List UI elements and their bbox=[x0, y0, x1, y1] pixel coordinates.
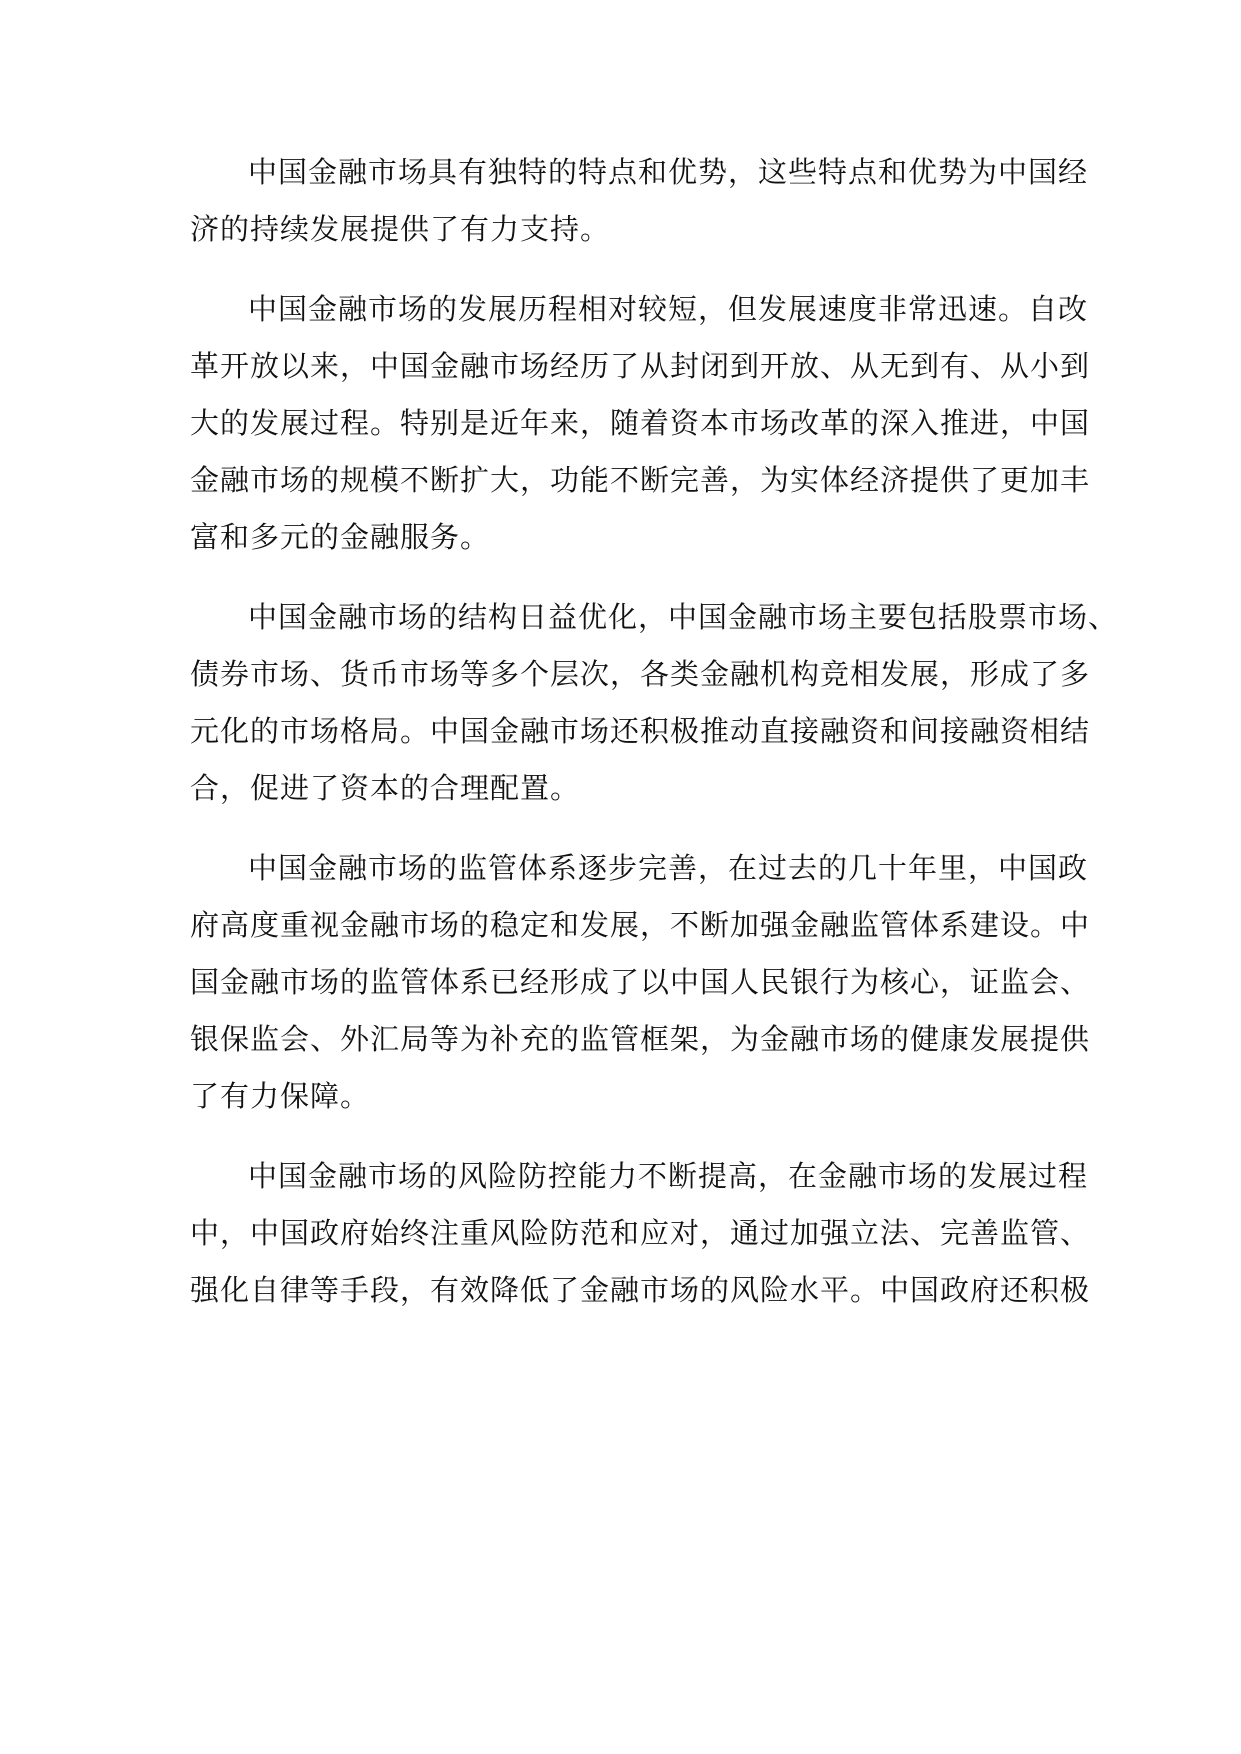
paragraph-line: 合，促进了资本的合理配置。 bbox=[190, 771, 581, 805]
paragraph-line: 中，中国政府始终注重风险防范和应对，通过加强立法、完善监管、 bbox=[190, 1216, 1091, 1250]
paragraph-line: 债券市场、货币市场等多个层次，各类金融机构竞相发展，形成了多 bbox=[190, 657, 1091, 691]
paragraph-2 bbox=[190, 281, 1091, 566]
paragraph-line: 中国金融市场的风险防控能力不断提高，在金融市场的发展过程 bbox=[248, 1159, 1089, 1193]
paragraph-5 bbox=[190, 1148, 1091, 1319]
paragraph-line: 济的持续发展提供了有力支持。 bbox=[190, 212, 611, 246]
body-text bbox=[190, 144, 1119, 1319]
paragraph-line: 府高度重视金融市场的稳定和发展，不断加强金融监管体系建设。中 bbox=[190, 908, 1091, 942]
paragraph-line: 富和多元的金融服务。 bbox=[190, 520, 491, 554]
paragraph-line: 了有力保障。 bbox=[190, 1079, 371, 1113]
paragraph-line: 中国金融市场具有独特的特点和优势，这些特点和优势为中国经 bbox=[248, 155, 1089, 189]
paragraph-line: 中国金融市场的发展历程相对较短，但发展速度非常迅速。自改 bbox=[248, 292, 1089, 326]
paragraph-line: 国金融市场的监管体系已经形成了以中国人民银行为核心，证监会、 bbox=[190, 965, 1091, 999]
paragraph-line: 中国金融市场的结构日益优化，中国金融市场主要包括股票市场、 bbox=[248, 600, 1119, 634]
paragraph-line: 金融市场的规模不断扩大，功能不断完善，为实体经济提供了更加丰 bbox=[190, 463, 1091, 497]
paragraph-line: 强化自律等手段，有效降低了金融市场的风险水平。中国政府还积极 bbox=[190, 1273, 1091, 1307]
paragraph-line: 大的发展过程。特别是近年来，随着资本市场改革的深入推进，中国 bbox=[190, 406, 1091, 440]
paragraph-line: 革开放以来，中国金融市场经历了从封闭到开放、从无到有、从小到 bbox=[190, 349, 1091, 383]
paragraph-line: 中国金融市场的监管体系逐步完善，在过去的几十年里，中国政 bbox=[248, 851, 1089, 885]
paragraph-3 bbox=[190, 589, 1119, 817]
paragraph-line: 银保监会、外汇局等为补充的监管框架，为金融市场的健康发展提供 bbox=[190, 1022, 1091, 1056]
paragraph-4 bbox=[190, 840, 1091, 1125]
paragraph-1 bbox=[190, 144, 1089, 258]
paragraph-line: 元化的市场格局。中国金融市场还积极推动直接融资和间接融资相结 bbox=[190, 714, 1091, 748]
